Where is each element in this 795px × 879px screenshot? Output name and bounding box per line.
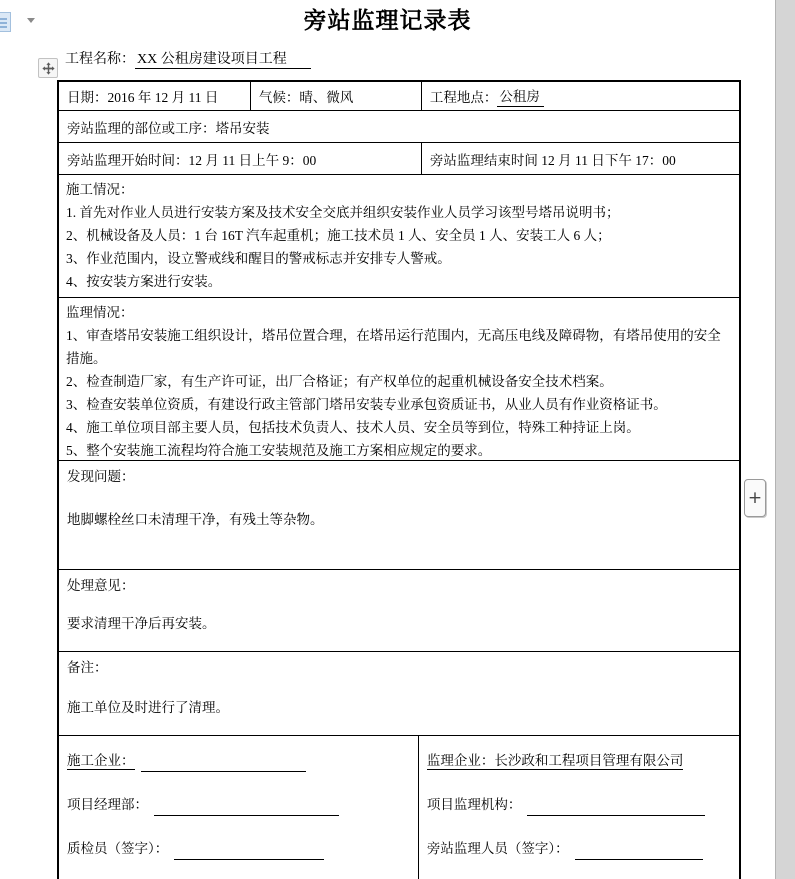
cell-end-time (421, 143, 739, 174)
project-name-value: XX 公租房建设项目工程 (135, 52, 311, 69)
list-item: 5、整个安装施工流程均符合施工安装规范及施工方案相应规定的要求。 (66, 443, 492, 458)
list-item: 4、施工单位项目部主要人员，包括技术负责人、技术人员、安全员等到位，特殊工种持证上岗。 (66, 420, 640, 435)
list-item: 1、审查塔吊安装施工组织设计，塔吊位置合理，在塔吊运行范围内，无高压电线及障碍物，有塔吊使用的安全措施。 (66, 328, 721, 366)
list-item: 2、机械设备及人员：1 台 16T 汽车起重机；施工技术员 1 人、安全员 1 人、安装工人 6 人； (66, 228, 611, 243)
table-row (59, 735, 739, 879)
supervision-org-blank (527, 801, 705, 816)
signature-line (427, 750, 731, 772)
supervision-person-label: 旁站监理人员（签字）： (426, 841, 569, 856)
signature-line (67, 838, 410, 860)
supervision-org-label: 项目监理机构： (426, 797, 522, 812)
table-row (59, 297, 739, 460)
construction-company-label: 施工企业： (67, 753, 135, 768)
list-item: 2、检查制造厂家，有生产许可证，出厂合格证；有产权单位的起重机械设备安全技术档案。 (66, 374, 613, 389)
move-icon (42, 62, 55, 75)
cell-weather (250, 82, 421, 110)
remarks-label: 备注： (67, 660, 108, 675)
section-text: 旁站监理的部位或工序：塔吊安装 (67, 120, 270, 136)
project-name-line (65, 48, 311, 68)
table-row (59, 460, 739, 569)
opinions-label: 处理意见： (67, 578, 135, 593)
project-dept-blank (154, 801, 339, 816)
supervision-company-label: 监理企业： (426, 753, 495, 768)
cell-problems (59, 461, 739, 569)
cell-start-time (59, 143, 421, 174)
inspector-signature-blank (174, 845, 324, 860)
table-row (59, 651, 739, 735)
start-time-text: 旁站监理开始时间：12 月 11 日上午 9：00 (67, 152, 317, 168)
location-value: 公租房 (497, 85, 544, 107)
table-row (59, 110, 739, 142)
supervision-label: 监理情况： (66, 305, 134, 320)
supervision-company-value: 长沙政和工程项目管理有限公司 (494, 753, 684, 768)
project-name-label: 工程名称： (65, 52, 135, 67)
weather-text: 气候：晴、微风 (258, 90, 354, 105)
cell-remarks (59, 652, 739, 735)
list-item: 1. 首先对作业人员进行安装方案及技术安全交底并组织安装作业人员学习该型号塔吊说明书； (66, 205, 620, 220)
location-label: 工程地点： (429, 90, 498, 105)
remarks-content: 施工单位及时进行了清理。 (67, 700, 229, 715)
signature-line (67, 750, 410, 772)
plus-icon: + (747, 488, 763, 508)
cell-signatures-supervision (418, 736, 739, 879)
list-item: 4、按安装方案进行安装。 (66, 274, 222, 289)
table-row (59, 569, 739, 651)
cell-construction (59, 175, 739, 297)
table-row (59, 82, 739, 110)
construction-label: 施工情况： (66, 182, 134, 197)
cell-location (421, 82, 739, 110)
problems-content: 地脚螺栓丝口未清理干净，有残土等杂物。 (67, 512, 324, 527)
page-title: 旁站监理记录表 (303, 8, 472, 33)
supervision-person-blank (575, 845, 703, 860)
signature-line (67, 794, 410, 816)
problems-label: 发现问题： (67, 469, 135, 484)
cell-supervision (59, 298, 739, 460)
cell-date (59, 82, 250, 110)
construction-company-blank (141, 757, 306, 772)
list-item: 3、检查安装单位资质，有建设行政主管部门塔吊安装专业承包资质证书，从业人员有作业资格证书。 (66, 397, 667, 412)
cell-section (59, 111, 739, 142)
signature-line (427, 794, 731, 816)
end-time-text: 旁站监理结束时间 12 月 11 日下午 17：00 (429, 152, 676, 168)
list-item: 3、作业范围内，设立警戒线和醒目的警戒标志并安排专人警戒。 (66, 251, 451, 266)
add-button[interactable] (744, 479, 766, 517)
signature-line (427, 838, 731, 860)
date-text: 日期：2016 年 12 月 11 日 (67, 90, 219, 105)
table-row (59, 174, 739, 297)
cell-signatures-construction (59, 736, 418, 879)
record-table (57, 80, 741, 879)
table-move-handle[interactable] (38, 58, 58, 78)
project-dept-label: 项目经理部： (67, 797, 148, 812)
cell-opinions (59, 570, 739, 651)
inspector-label: 质检员（签字）： (67, 841, 169, 856)
page-gutter (775, 0, 795, 879)
opinions-content: 要求清理干净后再安装。 (67, 616, 216, 631)
table-row (59, 142, 739, 174)
